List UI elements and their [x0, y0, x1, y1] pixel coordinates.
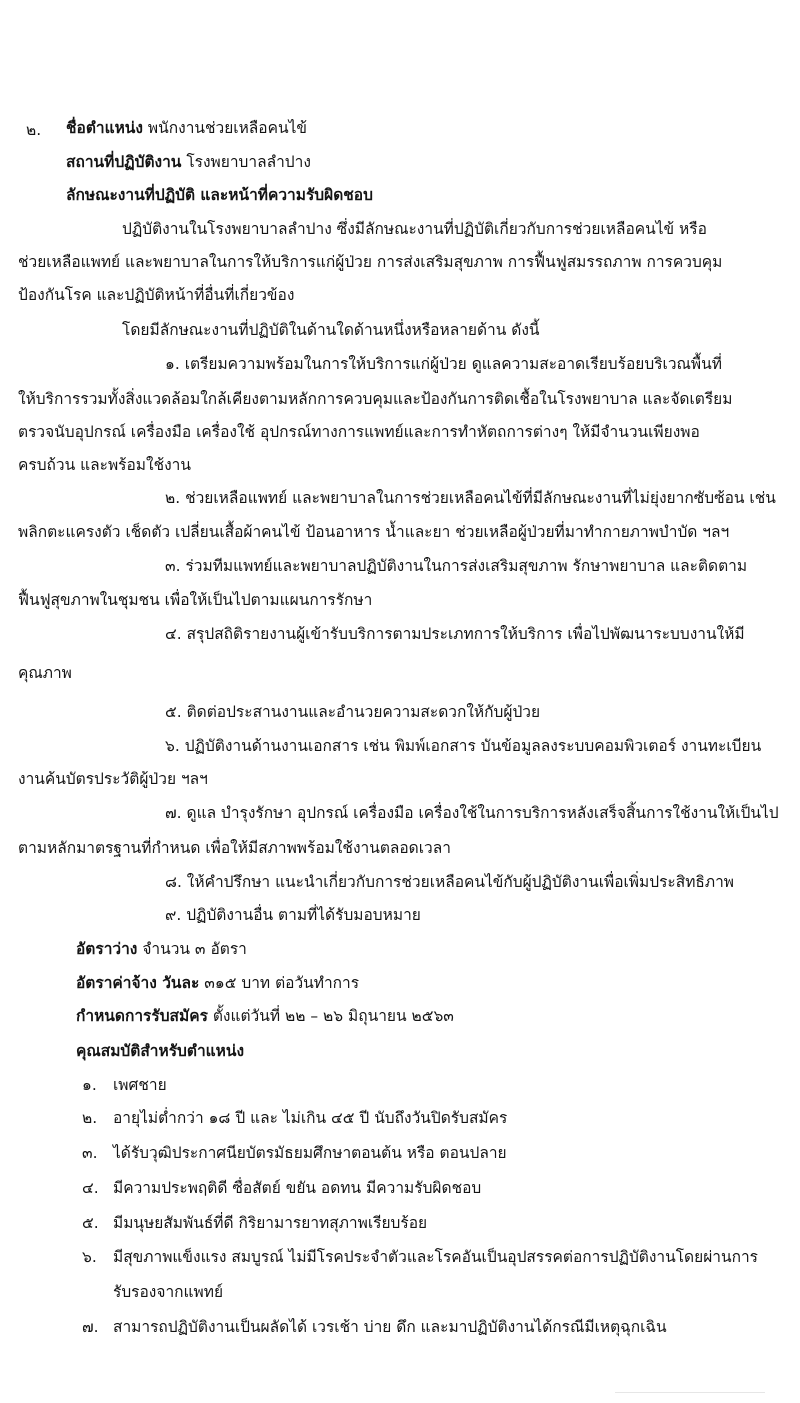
duty-item-line: พลิกตะแครงตัว เช็ดตัว เปลี่ยนเสื้อผ้าคนไข้ ป้อนอาหาร น้ำและยา ช่วยเหลือผู้ป่วยที่มาทำกายภาพบำบัด ฯลฯ — [18, 523, 730, 541]
duty-item-line: ๙. ปฏิบัติงานอื่น ตามที่ได้รับมอบหมาย — [165, 906, 421, 924]
wage-label: อัตราค่าจ้าง วันละ — [76, 974, 200, 992]
wage-value: ๓๑๕ บาท ต่อวันทำการ — [204, 974, 360, 992]
qualification-number: ๑. — [82, 1076, 97, 1094]
qualification-item-continued: รับรองจากแพทย์ — [113, 1283, 224, 1301]
vacancy-value: จำนวน ๓ อัตรา — [142, 940, 247, 958]
position-value: พนักงานช่วยเหลือคนไข้ — [147, 119, 307, 137]
duty-item-line: ตามหลักมาตรฐานที่กำหนด เพื่อให้มีสภาพพร้อมใช้งานตลอดเวลา — [18, 839, 451, 857]
duty-item-line: คุณภาพ — [18, 664, 72, 682]
duty-item-line: ฟื้นฟูสุขภาพในชุมชน เพื่อให้เป็นไปตามแผนการรักษา — [18, 591, 373, 609]
intro-lead: โดยมีลักษณะงานที่ปฏิบัติในด้านใดด้านหนึ่งหรือหลายด้าน ดังนี้ — [122, 321, 540, 339]
qualification-number: ๗. — [82, 1318, 99, 1336]
vacancy-label: อัตราว่าง — [76, 940, 138, 958]
duty-item-line: งานค้นบัตรประวัติผู้ป่วย ฯลฯ — [18, 770, 208, 788]
qualification-item: มีสุขภาพแข็งแรง สมบูรณ์ ไม่มีโรคประจำตัวและโรคอันเป็นอุปสรรคต่อการปฏิบัติงานโดยผ่านการ — [113, 1248, 758, 1266]
duty-item-line: ครบถ้วน และพร้อมใช้งาน — [18, 456, 191, 474]
qualification-item: มีมนุษยสัมพันธ์ที่ดี กิริยามารยาทสุภาพเรียบร้อย — [113, 1214, 428, 1232]
duty-item-line: ให้บริการรวมทั้งสิ่งแวดล้อมใกล้เคียงตามหลักการควบคุมและป้องกันการติดเชื้อในโรงพยาบาล และจัดเตรียม — [18, 390, 733, 408]
qualification-number: ๖. — [82, 1248, 97, 1266]
duty-item-line: ๑. เตรียมความพร้อมในการให้บริการแก่ผู้ป่วย ดูแลความสะอาดเรียบร้อยบริเวณพื้นที่ — [165, 355, 722, 373]
duties-heading: ลักษณะงานที่ปฏิบัติ และหน้าที่ความรับผิดชอบ — [66, 186, 373, 204]
workplace-line — [66, 152, 311, 172]
qualification-number: ๕. — [82, 1214, 99, 1232]
duty-item-line: ๘. ให้คำปรึกษา แนะนำเกี่ยวกับการช่วยเหลือคนไข้กับผู้ปฏิบัติงานเพื่อเพิ่มประสิทธิภาพ — [165, 873, 735, 891]
duty-item-line: ๔. สรุปสถิติรายงานผู้เข้ารับบริการตามประเภทการให้บริการ เพื่อไปพัฒนาระบบงานให้มี — [165, 625, 745, 643]
section-number: ๒. — [26, 121, 42, 139]
workplace-value: โรงพยาบาลลำปาง — [186, 153, 311, 171]
qualification-item: มีความประพฤติดี ซื่อสัตย์ ขยัน อดทน มีความรับผิดชอบ — [113, 1179, 482, 1197]
qualification-item: เพศชาย — [113, 1076, 167, 1094]
intro-line: ปฏิบัติงานในโรงพยาบาลลำปาง ซึ่งมีลักษณะงานที่ปฏิบัติเกี่ยวกับการช่วยเหลือคนไข้ หรือ — [122, 220, 707, 238]
wage-line — [76, 973, 359, 993]
duty-item-line: ๓. ร่วมทีมแพทย์และพยาบาลปฏิบัติงานในการส่งเสริมสุขภาพ รักษาพยาบาล และติดตาม — [165, 557, 748, 575]
vacancy-line — [76, 939, 247, 959]
workplace-label: สถานที่ปฏิบัติงาน — [66, 153, 182, 171]
qualification-item: ได้รับวุฒิประกาศนียบัตรมัธยมศึกษาตอนต้น หรือ ตอนปลาย — [113, 1144, 507, 1162]
duty-item-line: ๗. ดูแล บำรุงรักษา อุปกรณ์ เครื่องมือ เครื่องใช้ในการบริการหลังเสร็จสิ้นการใช้งานให้เป็นไป — [165, 804, 779, 822]
duty-item-line: ตรวจนับอุปกรณ์ เครื่องมือ เครื่องใช้ อุปกรณ์ทางการแพทย์และการทำหัตถการต่างๆ ให้มีจำนวนเพียงพอ — [18, 423, 700, 441]
duty-item-line: ๖. ปฏิบัติงานด้านงานเอกสาร เช่น พิมพ์เอกสาร บันข้อมูลลงระบบคอมพิวเตอร์ งานทะเบียน — [165, 737, 762, 755]
application-label: กำหนดการรับสมัคร — [76, 1007, 208, 1025]
application-line — [76, 1006, 454, 1026]
intro-line: ช่วยเหลือแพทย์ และพยาบาลในการให้บริการแก่ผู้ป่วย การส่งเสริมสุขภาพ การฟื้นฟูสมรรถภาพ การควบคุม — [18, 253, 723, 271]
qualification-number: ๒. — [82, 1109, 98, 1127]
intro-line: ป้องกันโรค และปฏิบัติหน้าที่อื่นที่เกี่ยวข้อง — [18, 286, 295, 304]
qualification-item: อายุไม่ต่ำกว่า ๑๘ ปี และ ไม่เกิน ๔๕ ปี นับถึงวันปิดรับสมัคร — [113, 1109, 508, 1127]
qualification-number: ๓. — [82, 1144, 98, 1162]
qualification-number: ๔. — [82, 1179, 99, 1197]
application-value: ตั้งแต่วันที่ ๒๒ – ๒๖ มิถุนายน ๒๕๖๓ — [212, 1007, 454, 1025]
qualification-item: สามารถปฏิบัติงานเป็นผลัดได้ เวรเช้า บ่าย ดึก และมาปฏิบัติงานได้กรณีมีเหตุฉุกเฉิน — [113, 1318, 667, 1336]
duty-item-line: ๕. ติดต่อประสานงานและอำนวยความสะดวกให้กับผู้ป่วย — [165, 703, 541, 721]
scan-artifact-line — [615, 1392, 765, 1393]
qualifications-heading: คุณสมบัติสำหรับตำแหน่ง — [76, 1042, 245, 1060]
duty-item-line: ๒. ช่วยเหลือแพทย์ และพยาบาลในการช่วยเหลือคนไข้ที่มีลักษณะงานที่ไม่ยุ่งยากซับซ้อน เช่น — [165, 489, 776, 507]
position-label: ชื่อตำแหน่ง — [66, 119, 143, 137]
position-line — [66, 118, 307, 138]
